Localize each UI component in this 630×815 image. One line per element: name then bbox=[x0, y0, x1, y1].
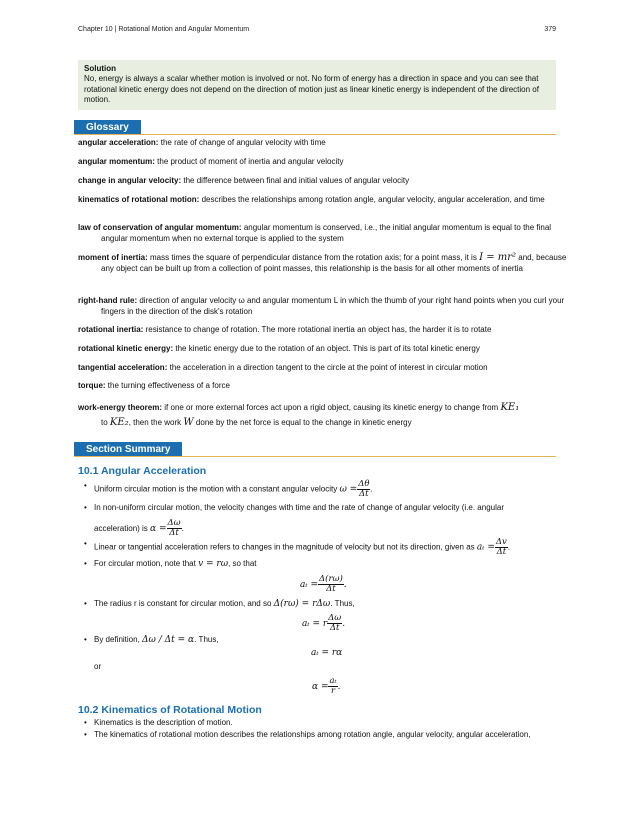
bullet-text-cont: acceleration) is bbox=[94, 523, 148, 533]
fraction-denominator: r bbox=[331, 686, 336, 696]
bullet-text-tail: . Thus, bbox=[194, 635, 219, 644]
alpha-fraction bbox=[167, 519, 182, 538]
bullet-text: • In non-uniform circular motion, the velocity changes with time and the rate of change of angular velocity (i.e. angular bbox=[94, 503, 504, 512]
equation-at-r-alpha: aₜ = rα bbox=[311, 648, 343, 658]
equation-fraction bbox=[318, 575, 344, 594]
fraction-numerator: Δ(rω) bbox=[319, 574, 343, 584]
omega-fraction bbox=[357, 480, 370, 499]
fraction-numerator: aₜ bbox=[329, 676, 337, 686]
fraction-denominator: Δt bbox=[496, 547, 507, 557]
glossary-term: torque: bbox=[78, 381, 106, 390]
omega-lhs: ω = bbox=[339, 484, 358, 495]
tangential-lhs: aₜ = bbox=[476, 542, 495, 553]
glossary-term: rotational kinetic energy: bbox=[78, 344, 174, 353]
glossary-term: tangential acceleration: bbox=[78, 363, 168, 372]
solution-title: Solution bbox=[84, 64, 116, 73]
fraction-denominator: Δt bbox=[329, 623, 340, 633]
glossary-entry bbox=[78, 400, 577, 430]
page-header bbox=[78, 26, 556, 33]
bullet-text: Linear or tangential acceleration refers to changes in the magnitude of velocity but not its direction, given as bbox=[94, 542, 475, 552]
summary-bullet: • Linear or tangential acceleration refers to changes in the magnitude of velocity but not its direction, given as aₜ = $\frac{\Delta v}{\Delta t}$ . bbox=[84, 538, 564, 557]
ke2-symbol: KE₂ bbox=[109, 417, 129, 428]
equation-fraction bbox=[328, 677, 337, 696]
alpha-definition: Δω / Δt = α bbox=[142, 635, 195, 645]
summary-bullet: • Uniform circular motion is the motion with a constant angular velocity ω = $\frac{\Delta\theta}{\Delta t}$ . bbox=[84, 480, 564, 499]
delta-r-omega: Δ(rω) = rΔω bbox=[273, 599, 331, 609]
glossary-entry bbox=[78, 381, 577, 392]
equation-alpha: α = $\frac{\text{aₜ}}{r}$ . bbox=[312, 676, 341, 696]
bullet-text-tail: . Thus, bbox=[330, 599, 355, 608]
glossary-term: angular acceleration: bbox=[78, 138, 159, 147]
glossary-heading: Glossary bbox=[74, 120, 141, 135]
glossary-term: kinematics of rotational motion: bbox=[78, 195, 200, 204]
fraction-denominator: Δt bbox=[326, 584, 336, 594]
tangential-fraction bbox=[495, 538, 508, 557]
glossary-heading-bar bbox=[74, 120, 556, 135]
glossary-entry bbox=[78, 157, 577, 168]
glossary-definition-cont: , then the work bbox=[128, 418, 182, 427]
work-symbol: W bbox=[183, 417, 194, 428]
bullet-text: The radius r is constant for circular motion, and so bbox=[94, 599, 272, 608]
inertia-formula: I = mr² bbox=[479, 252, 517, 263]
glossary-term: moment of inertia: bbox=[78, 253, 148, 262]
glossary-definition: the acceleration in a direction tangent to the circle at the point of interest in circular motion bbox=[169, 363, 488, 372]
glossary-entry bbox=[78, 296, 577, 317]
summary-bullet bbox=[84, 729, 564, 740]
equation-lhs: aₜ = r bbox=[302, 619, 328, 629]
ke1-symbol: KE₁ bbox=[500, 402, 520, 413]
glossary-definition: angular momentum is conserved, i.e., the initial angular momentum is equal to the final angular momentum when no external torque is applied to the system bbox=[101, 223, 552, 243]
fraction-numerator: Δθ bbox=[358, 479, 370, 489]
glossary-entry bbox=[78, 253, 577, 274]
fraction-numerator: Δv bbox=[495, 537, 507, 547]
glossary-definition: if one or more external forces act upon a rigid object, causing its kinetic energy to change from bbox=[164, 403, 499, 412]
summary-bullet bbox=[84, 558, 564, 570]
summary-bullet: • In non-uniform circular motion, the velocity changes with time and the rate of change of angular velocity (i.e. angular acceleration) is α = $\frac{\Delta\omega}{\Delta t}$ . bbox=[84, 502, 564, 532]
equation-at-r-delta-omega: aₜ = r $\frac{\Delta\omega}{\Delta t}$ . bbox=[302, 613, 346, 633]
bullet-text: The kinematics of rotational motion describes the relationships among rotation angle, angular velocity, angular acceleration, bbox=[94, 730, 531, 739]
bullet-text: Kinematics is the description of motion. bbox=[94, 718, 233, 727]
bullet-text: By definition, bbox=[94, 635, 140, 644]
v-equals-r-omega: v = rω bbox=[198, 559, 229, 569]
or-text: or bbox=[94, 662, 102, 671]
summary-heading-bar bbox=[74, 442, 556, 457]
glossary-entry bbox=[78, 195, 577, 206]
glossary-term: law of conservation of angular momentum: bbox=[78, 223, 242, 232]
alpha-lhs: α = bbox=[150, 523, 167, 534]
glossary-term: rotational inertia: bbox=[78, 325, 144, 334]
equation-lhs: α = bbox=[312, 682, 329, 692]
solution-box bbox=[78, 60, 556, 110]
summary-bullet bbox=[84, 717, 564, 728]
summary-bullet bbox=[84, 634, 564, 646]
page-number: 379 bbox=[544, 26, 556, 33]
fraction-denominator: Δt bbox=[169, 528, 179, 538]
glossary-definition-to: to bbox=[101, 418, 108, 427]
glossary-definition: describes the relationships among rotation angle, angular velocity, angular acceleration, and time bbox=[201, 195, 545, 204]
glossary-definition: the rate of change of angular velocity with time bbox=[160, 138, 326, 147]
glossary-definition: mass times the square of perpendicular distance from the rotation axis; for a point mass, it is bbox=[150, 253, 477, 262]
summary-bullet bbox=[84, 598, 564, 610]
glossary-term: angular momentum: bbox=[78, 157, 155, 166]
glossary-definition: direction of angular velocity ω and angular momentum L in which the thumb of your right hand points when you curl your fingers in the direction of the disk's rotation bbox=[101, 296, 565, 316]
glossary-entry bbox=[78, 176, 577, 187]
glossary-term: work-energy theorem: bbox=[78, 403, 163, 412]
glossary-term: change in angular velocity: bbox=[78, 176, 182, 185]
fraction-denominator: Δt bbox=[359, 489, 369, 499]
glossary-entry bbox=[78, 138, 577, 149]
glossary-entry bbox=[78, 223, 577, 244]
glossary-definition: the product of moment of inertia and angular velocity bbox=[157, 157, 344, 166]
glossary-rule bbox=[74, 134, 556, 135]
equation-at-delta-r-omega: aₜ = $\frac{\Delta(r\omega)}{\Delta t}$ . bbox=[300, 574, 347, 594]
chapter-title: Chapter 10 | Rotational Motion and Angular Momentum bbox=[78, 26, 250, 33]
fraction-numerator: Δω bbox=[328, 613, 342, 623]
summary-heading: Section Summary bbox=[74, 442, 182, 457]
bullet-text: For circular motion, note that bbox=[94, 559, 196, 568]
equation-fraction bbox=[327, 614, 342, 633]
solution-text: No, energy is always a scalar whether motion is involved or not. No form of energy has a direction in space and you can see that rotational kinetic energy does not depend on the direction of motion just as linear kinetic energy is independent of the direction of motion. bbox=[84, 74, 539, 105]
equation-lhs: aₜ = bbox=[300, 580, 318, 590]
glossary-entry bbox=[78, 344, 577, 355]
glossary-definition: the kinetic energy due to the rotation of an object. This is part of its total kinetic energy bbox=[175, 344, 480, 353]
glossary-definition: resistance to change of rotation. The more rotational inertia an object has, the harder it is to rotate bbox=[145, 325, 492, 334]
fraction-numerator: Δω bbox=[167, 518, 181, 528]
glossary-entry bbox=[78, 363, 577, 374]
bullet-text-tail: , so that bbox=[228, 559, 257, 568]
glossary-definition: the difference between final and initial values of angular velocity bbox=[183, 176, 410, 185]
glossary-entry bbox=[78, 325, 577, 336]
section-10-1-title: 10.1 Angular Acceleration bbox=[78, 465, 207, 477]
glossary-definition-end: done by the net force is equal to the change in kinetic energy bbox=[195, 418, 412, 427]
glossary-definition-cont: and, because any object can be built up from a collection of point masses, this relationship is the basis for all other moments of inertia bbox=[101, 253, 567, 273]
section-10-2-title: 10.2 Kinematics of Rotational Motion bbox=[78, 704, 262, 716]
glossary-definition: the turning effectiveness of a force bbox=[107, 381, 230, 390]
glossary-term: right-hand rule: bbox=[78, 296, 138, 305]
bullet-text: Uniform circular motion is the motion with a constant angular velocity bbox=[94, 484, 338, 494]
summary-rule bbox=[74, 456, 556, 457]
